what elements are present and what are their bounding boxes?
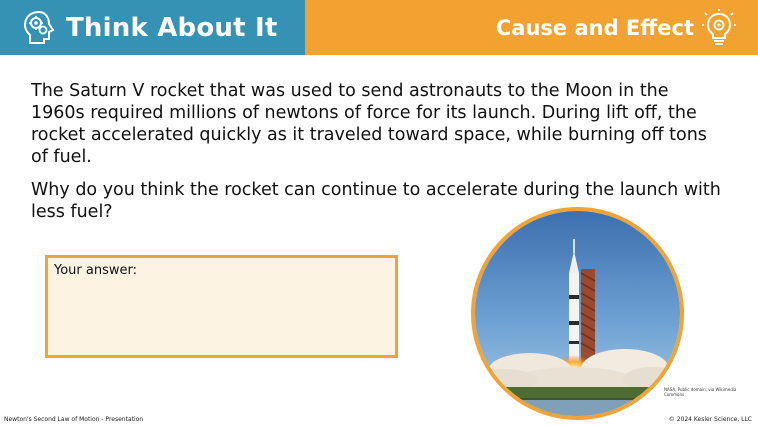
gears-head-icon — [22, 9, 56, 47]
header-title: Think About It — [66, 12, 278, 43]
header-right-banner — [305, 0, 758, 55]
answer-box[interactable] — [45, 255, 398, 358]
header-subtitle: Cause and Effect — [495, 15, 694, 40]
answer-label: Your answer: — [54, 263, 137, 278]
footer-presentation-title: Newton's Second Law of Motion - Presentation — [4, 416, 144, 423]
header-left-banner — [0, 0, 305, 55]
lightbulb-gear-icon — [702, 9, 736, 47]
question-text: Why do you think the rocket can continue to accelerate during the launch with less fuel? — [31, 180, 721, 222]
photo-credit: NASA, Public domain, via Wikimedia Commons — [664, 387, 737, 397]
rocket-launch-photo — [471, 207, 684, 420]
context-paragraph: The Saturn V rocket that was used to send astronauts to the Moon in the 1960s required millions of newtons of force for its launch. During lift off, the rocket accelerated quickly as it traveled toward space, while burning off tons of fuel. — [31, 81, 707, 167]
footer-copyright: © 2024 Kesler Science, LLC — [668, 416, 752, 423]
